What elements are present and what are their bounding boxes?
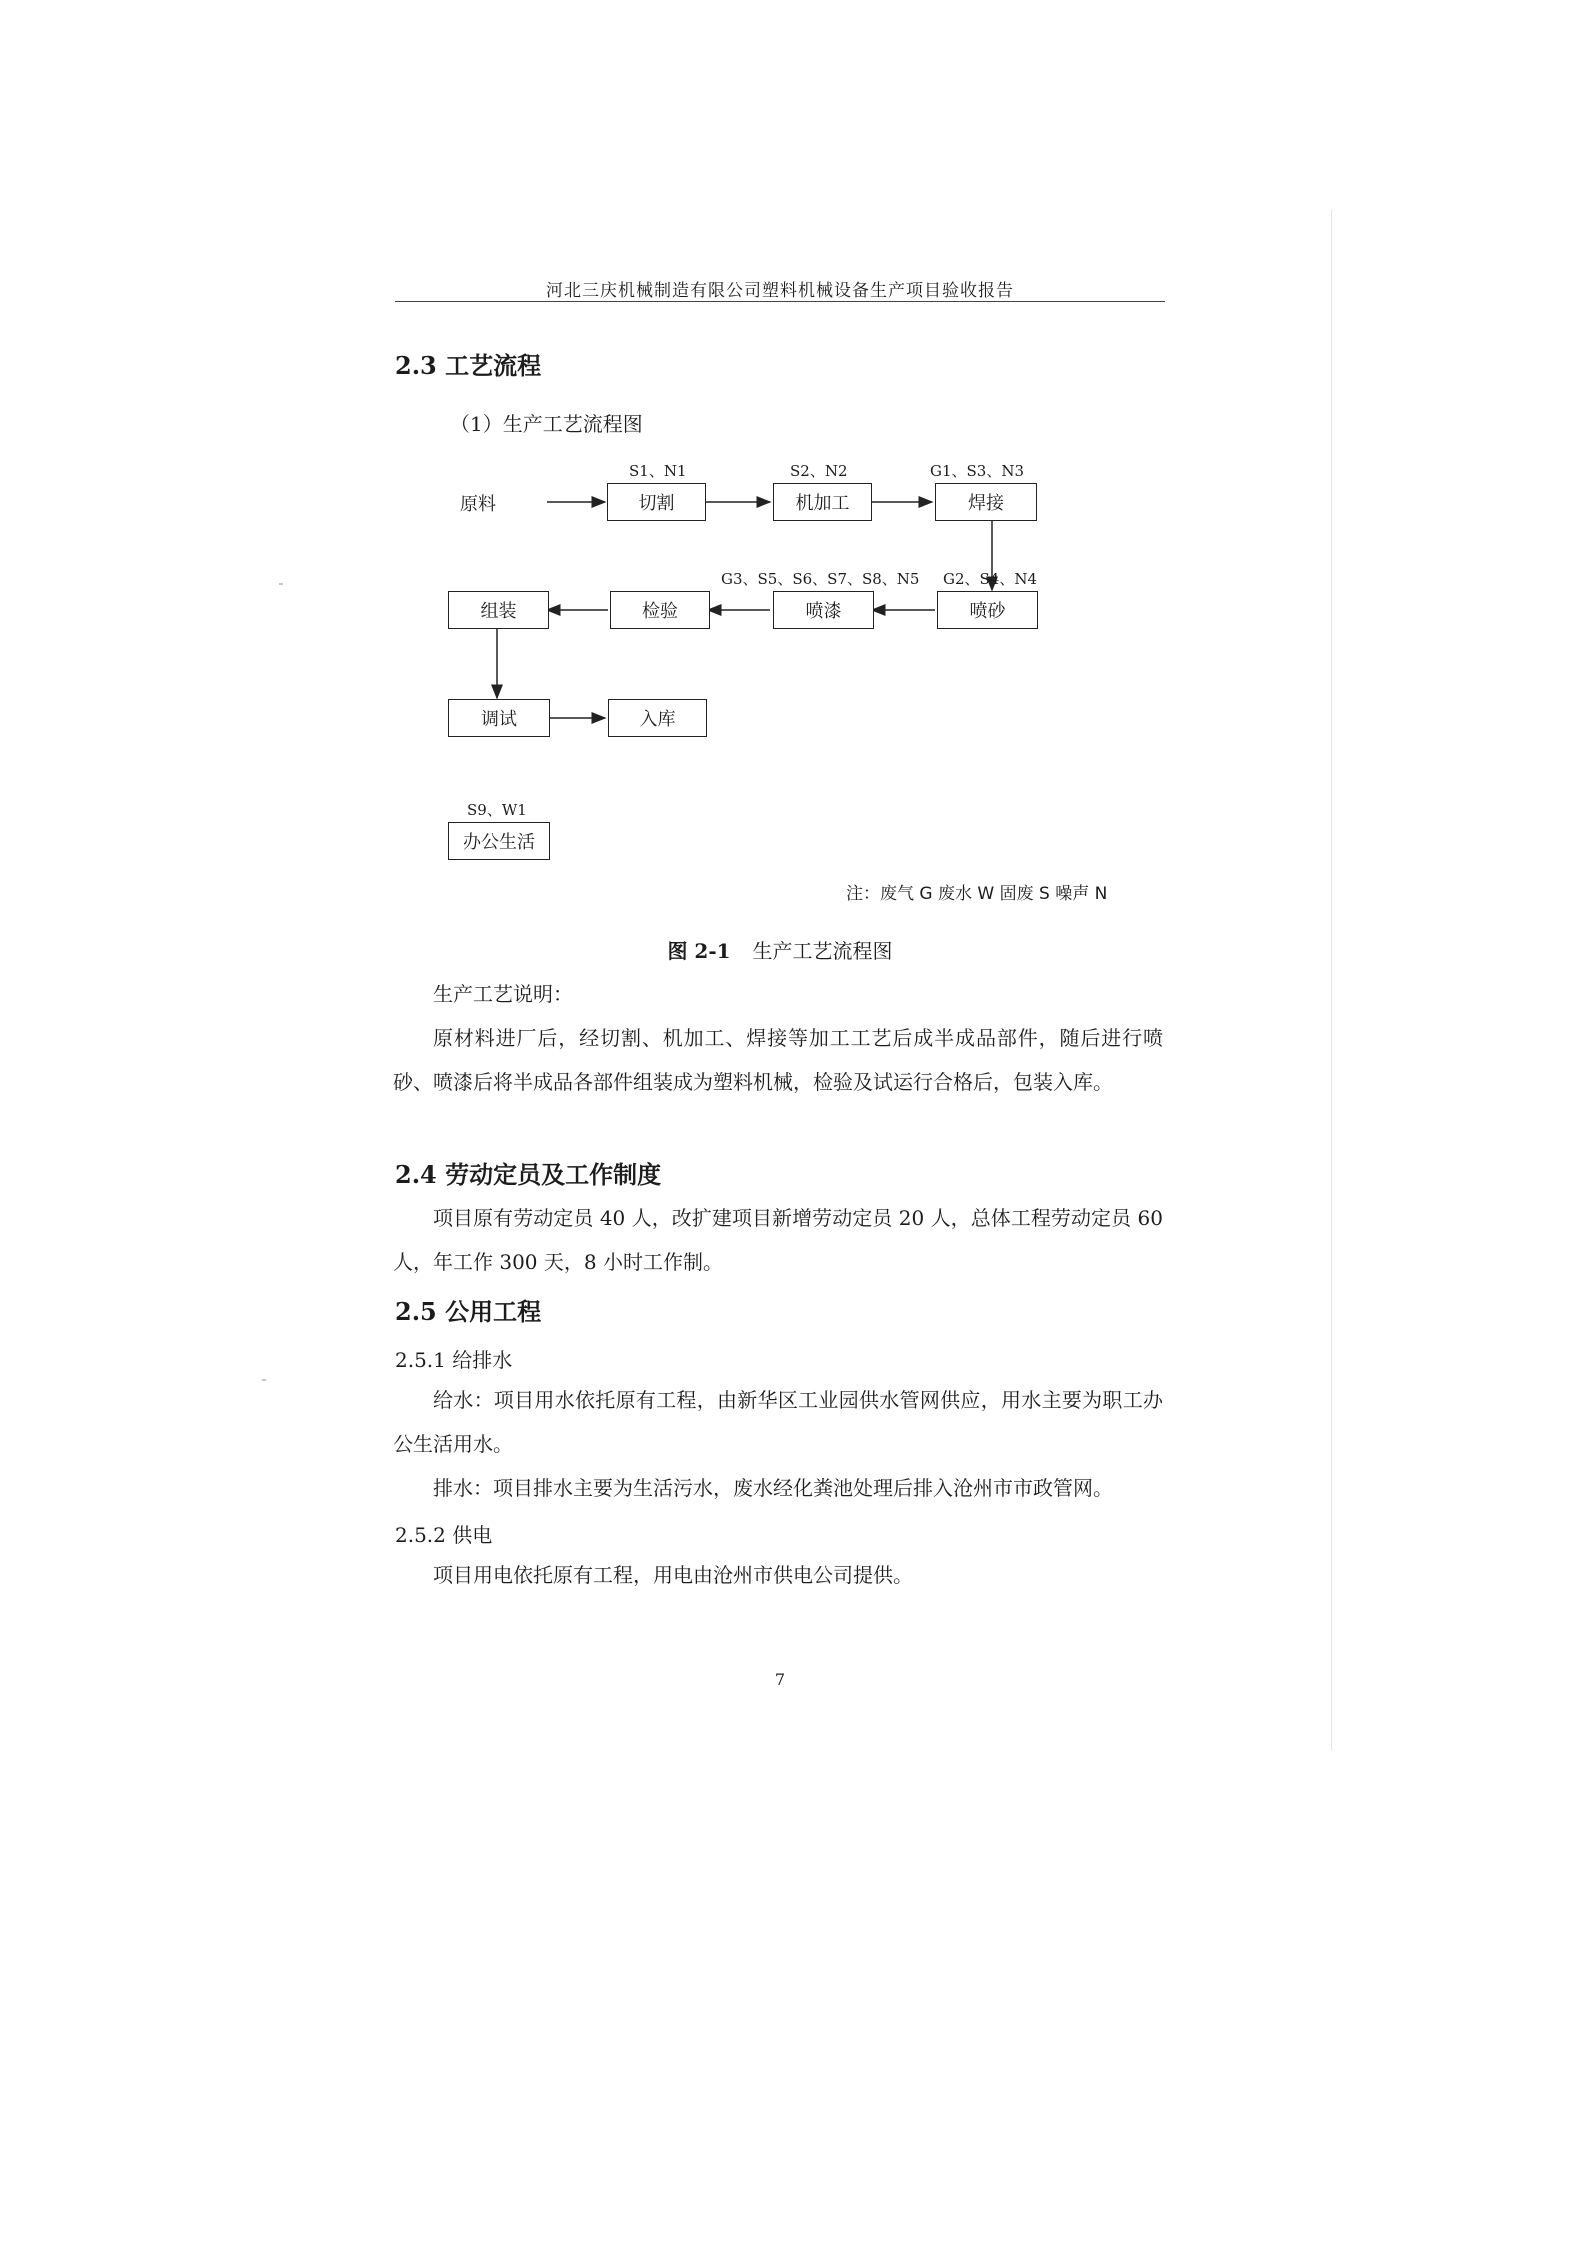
emission-label-welding: G1、S3、N3 — [930, 462, 1025, 480]
subheading-2-5-2: 2.5.2 供电 — [395, 1523, 493, 1547]
section-heading-2-5: 2.5 公用工程 — [395, 1297, 542, 1326]
flow-box-cut: 切割 — [607, 483, 706, 521]
emission-label-sandblast: G2、S4、N4 — [943, 570, 1038, 588]
section-heading-2-3: 2.3 工艺流程 — [395, 351, 542, 380]
figure-caption — [395, 935, 1165, 964]
flow-box-assemble: 组装 — [448, 591, 549, 629]
emission-label-paint: G3、S5、S6、S7、S8、N5 — [721, 570, 920, 588]
flow-input-raw-material: 原料 — [460, 494, 496, 515]
flow-box-inspect: 检验 — [610, 591, 710, 629]
power-supply-text: 项目用电依托原有工程，用电由沧州市供电公司提供。 — [433, 1563, 913, 1587]
flow-box-sandblast: 喷砂 — [937, 591, 1038, 629]
figure-caption-text: 生产工艺流程图 — [752, 939, 893, 963]
page-header: 河北三庆机械制造有限公司塑料机械设备生产项目验收报告 — [546, 281, 1014, 301]
labor-description-text: 项目原有劳动定员 40 人，改扩建项目新增劳动定员 20 人，总体工程劳动定员 60 人，年工作 300 天，8 小时工作制。 — [393, 1206, 1163, 1274]
scan-edge — [1331, 210, 1332, 1750]
subheading-flowchart: （1）生产工艺流程图 — [450, 412, 643, 436]
scan-speck — [279, 583, 283, 585]
emission-label-cut: S1、N1 — [629, 462, 687, 480]
flow-box-machining: 机加工 — [773, 483, 872, 521]
flow-box-storage: 入库 — [608, 699, 707, 737]
drainage-text: 排水：项目排水主要为生活污水，废水经化粪池处理后排入沧州市市政管网。 — [433, 1476, 1113, 1500]
flow-box-paint: 喷漆 — [773, 591, 874, 629]
emission-label-machining: S2、N2 — [790, 462, 848, 480]
subheading-2-5-1: 2.5.1 给排水 — [395, 1348, 513, 1372]
figure-number: 图 2-1 — [667, 939, 731, 963]
water-supply-text: 给水：项目用水依托原有工程，由新华区工业园供水管网供应，用水主要为职工办公生活用水。 — [393, 1388, 1163, 1456]
flow-box-welding: 焊接 — [935, 483, 1037, 521]
process-description-text: 原材料进厂后，经切割、机加工、焊接等加工工艺后成半成品部件，随后进行喷砂、喷漆后将半成品各部件组装成为塑料机械，检验及试运行合格后，包装入库。 — [393, 1026, 1163, 1094]
header-rule — [395, 301, 1165, 302]
page-number: 7 — [774, 1670, 786, 1689]
process-flowchart — [440, 455, 1140, 915]
process-description-title: 生产工艺说明： — [433, 982, 573, 1006]
flow-box-office: 办公生活 — [448, 822, 550, 860]
emission-label-office: S9、W1 — [467, 801, 527, 819]
flow-box-debug: 调试 — [448, 699, 550, 737]
flowchart-legend-note: 注：废气 G 废水 W 固废 S 噪声 N — [846, 884, 1108, 904]
section-heading-2-4: 2.4 劳动定员及工作制度 — [395, 1160, 662, 1189]
scan-speck — [262, 1379, 266, 1381]
